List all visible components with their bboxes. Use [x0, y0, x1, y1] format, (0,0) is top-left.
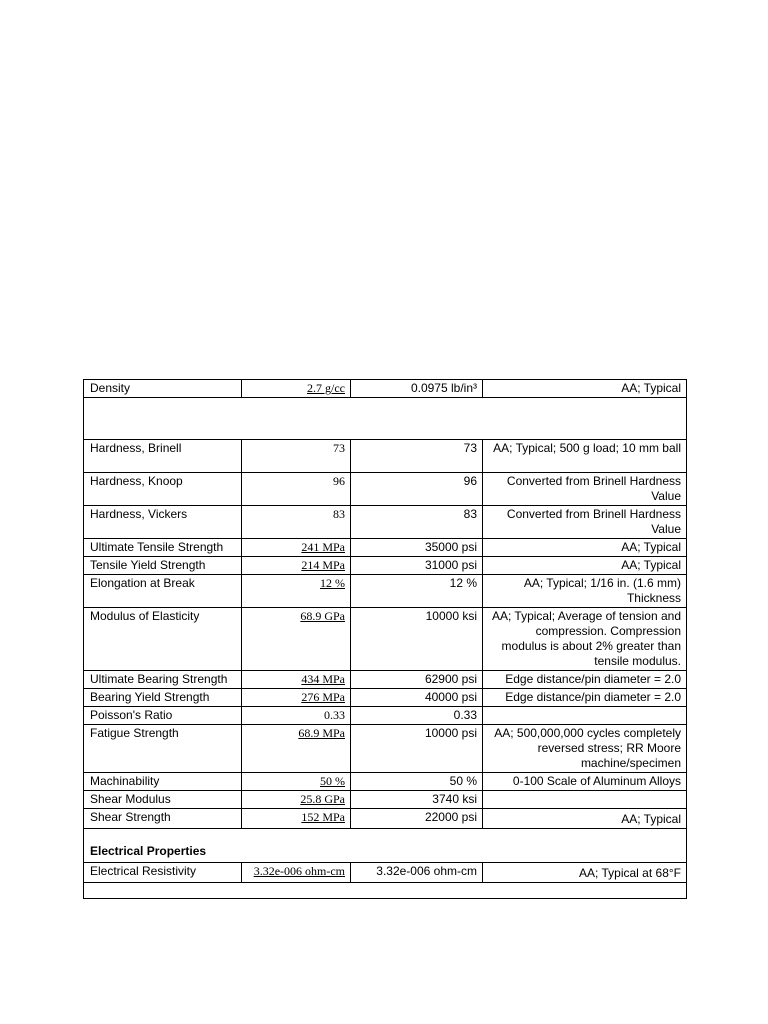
property-name: Machinability	[84, 773, 242, 791]
property-row	[84, 473, 687, 506]
english-value: 50 %	[351, 773, 483, 791]
property-name: Modulus of Elasticity	[84, 608, 242, 671]
property-row	[84, 707, 687, 725]
property-row	[84, 671, 687, 689]
metric-value-link[interactable]: 50 %	[320, 774, 345, 788]
property-name: Density	[84, 380, 242, 398]
property-row	[84, 440, 687, 473]
metric-value-link[interactable]: 276 MPa	[301, 690, 345, 704]
metric-value-cell	[242, 863, 351, 883]
metric-value: 73	[333, 441, 345, 455]
english-value: 62900 psi	[351, 671, 483, 689]
comment: AA; Typical; 500 g load; 10 mm ball	[483, 440, 687, 473]
english-value: 12 %	[351, 575, 483, 608]
section-header: Electrical Properties	[84, 829, 687, 863]
metric-value-cell	[242, 539, 351, 557]
property-row	[84, 725, 687, 773]
blank-row	[84, 883, 687, 899]
property-row	[84, 575, 687, 608]
english-value: 22000 psi	[351, 809, 483, 829]
metric-value-cell	[242, 725, 351, 773]
english-value: 31000 psi	[351, 557, 483, 575]
comment: 0-100 Scale of Aluminum Alloys	[483, 773, 687, 791]
property-name: Ultimate Bearing Strength	[84, 671, 242, 689]
property-name: Tensile Yield Strength	[84, 557, 242, 575]
metric-value-cell	[242, 557, 351, 575]
metric-value-link[interactable]: 68.9 MPa	[298, 726, 345, 740]
comment: Converted from Brinell Hardness Value	[483, 473, 687, 506]
comment: Converted from Brinell Hardness Value	[483, 506, 687, 539]
metric-value-cell	[242, 608, 351, 671]
comment: AA; Typical	[483, 539, 687, 557]
property-name: Hardness, Brinell	[84, 440, 242, 473]
property-row	[84, 557, 687, 575]
metric-value-cell	[242, 707, 351, 725]
comment: AA; Typical	[483, 809, 687, 829]
property-name: Shear Strength	[84, 809, 242, 829]
metric-value-cell	[242, 575, 351, 608]
metric-value-cell	[242, 809, 351, 829]
metric-value-cell	[242, 380, 351, 398]
english-value: 0.0975 lb/in³	[351, 380, 483, 398]
blank-row	[84, 398, 687, 440]
property-row	[84, 689, 687, 707]
metric-value-link[interactable]: 214 MPa	[301, 558, 345, 572]
metric-value-link[interactable]: 25.8 GPa	[300, 792, 345, 806]
english-value: 3.32e-006 ohm-cm	[351, 863, 483, 883]
property-name: Electrical Resistivity	[84, 863, 242, 883]
metric-value: 0.33	[324, 708, 345, 722]
property-row	[84, 608, 687, 671]
property-name: Hardness, Knoop	[84, 473, 242, 506]
metric-value-cell	[242, 506, 351, 539]
property-name: Hardness, Vickers	[84, 506, 242, 539]
metric-value-cell	[242, 689, 351, 707]
metric-value: 96	[333, 474, 345, 488]
english-value: 83	[351, 506, 483, 539]
comment: Edge distance/pin diameter = 2.0	[483, 671, 687, 689]
english-value: 40000 psi	[351, 689, 483, 707]
property-row	[84, 863, 687, 883]
property-name: Shear Modulus	[84, 791, 242, 809]
english-value: 0.33	[351, 707, 483, 725]
metric-value-link[interactable]: 12 %	[320, 576, 345, 590]
metric-value-cell	[242, 440, 351, 473]
property-row	[84, 773, 687, 791]
english-value: 10000 psi	[351, 725, 483, 773]
metric-value-link[interactable]: 3.32e-006 ohm-cm	[253, 864, 345, 878]
comment: AA; Typical; Average of tension and compression. Compression modulus is about 2% greater than tensile modulus.	[483, 608, 687, 671]
metric-value-link[interactable]: 68.9 GPa	[300, 609, 345, 623]
property-row	[84, 809, 687, 829]
properties-table-body	[84, 380, 687, 899]
comment	[483, 791, 687, 809]
comment: AA; 500,000,000 cycles completely reversed stress; RR Moore machine/specimen	[483, 725, 687, 773]
english-value: 3740 ksi	[351, 791, 483, 809]
comment: AA; Typical; 1/16 in. (1.6 mm) Thickness	[483, 575, 687, 608]
blank-cell	[84, 398, 687, 440]
property-name: Elongation at Break	[84, 575, 242, 608]
metric-value-cell	[242, 791, 351, 809]
property-row	[84, 380, 687, 398]
property-row	[84, 791, 687, 809]
metric-value-cell	[242, 473, 351, 506]
properties-table	[83, 379, 687, 899]
english-value: 73	[351, 440, 483, 473]
blank-cell	[84, 883, 687, 899]
metric-value-cell	[242, 773, 351, 791]
property-row	[84, 539, 687, 557]
metric-value: 83	[333, 507, 345, 521]
comment: AA; Typical	[483, 380, 687, 398]
metric-value-link[interactable]: 241 MPa	[301, 540, 345, 554]
comment: Edge distance/pin diameter = 2.0	[483, 689, 687, 707]
metric-value-cell	[242, 671, 351, 689]
metric-value-link[interactable]: 434 MPa	[301, 672, 345, 686]
comment: AA; Typical at 68°F	[483, 863, 687, 883]
metric-value-link[interactable]: 2.7 g/cc	[307, 381, 345, 395]
property-name: Fatigue Strength	[84, 725, 242, 773]
english-value: 96	[351, 473, 483, 506]
english-value: 10000 ksi	[351, 608, 483, 671]
section-header-row	[84, 829, 687, 863]
property-name: Ultimate Tensile Strength	[84, 539, 242, 557]
property-row	[84, 506, 687, 539]
english-value: 35000 psi	[351, 539, 483, 557]
metric-value-link[interactable]: 152 MPa	[301, 810, 345, 824]
property-name: Bearing Yield Strength	[84, 689, 242, 707]
comment	[483, 707, 687, 725]
comment: AA; Typical	[483, 557, 687, 575]
property-name: Poisson's Ratio	[84, 707, 242, 725]
